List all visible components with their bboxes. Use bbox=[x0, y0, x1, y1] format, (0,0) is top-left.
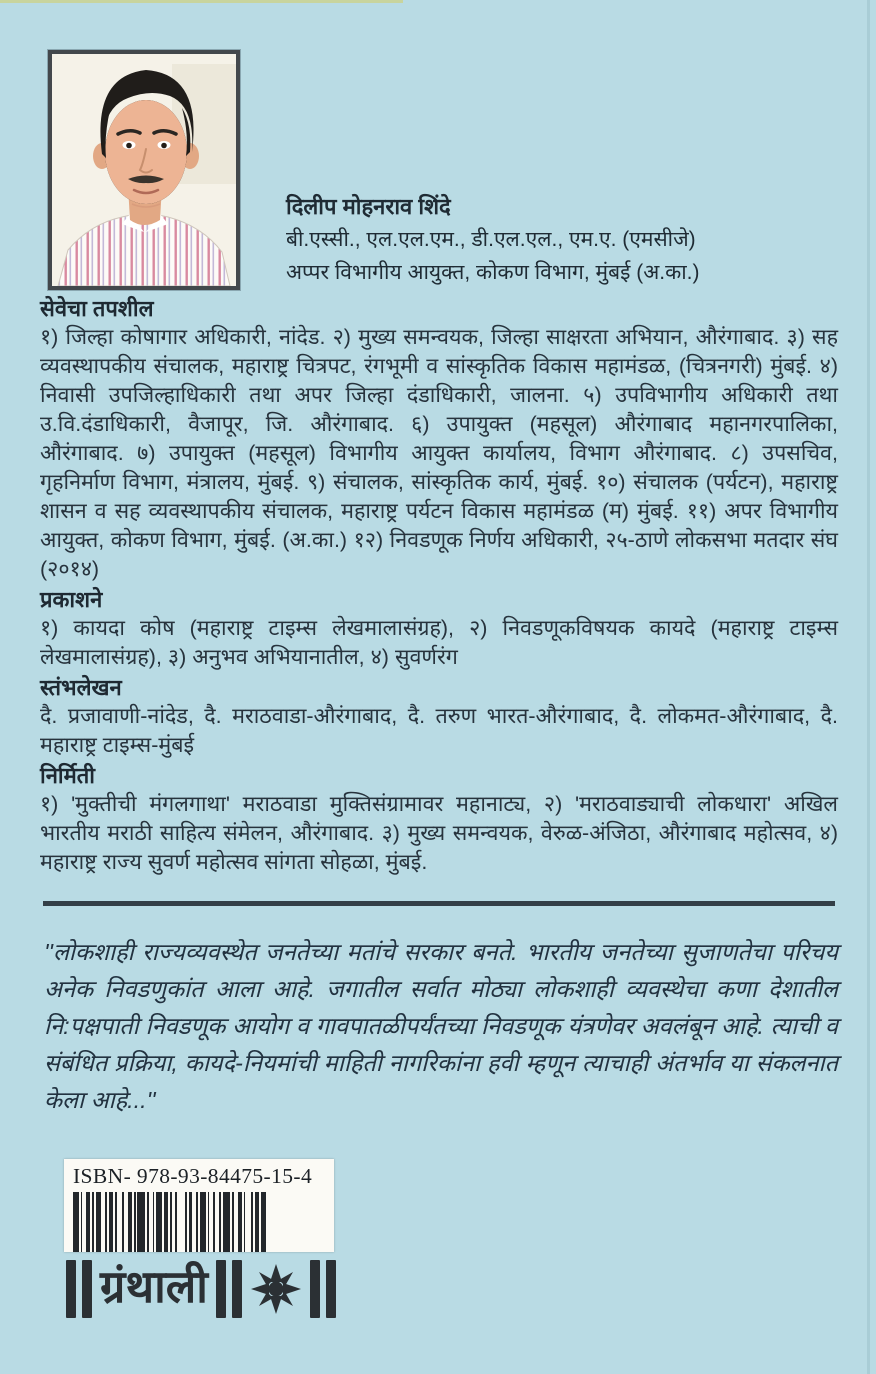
section-heading: स्तंभलेखन bbox=[40, 675, 122, 700]
author-name: दिलीप मोहनराव शिंदे bbox=[286, 194, 451, 219]
author-portrait-illustration bbox=[52, 54, 236, 286]
section-body: दै. प्रजावाणी-नांदेड, दै. मराठवाडा-औरंगाबाद, दै. तरुण भारत-औरंगाबाद, दै. लोकमत-औरंगाबाद, दै. महाराष्ट्र टाइम्स-मुंबई bbox=[40, 704, 838, 757]
section-heading: प्रकाशने bbox=[40, 587, 103, 612]
author-photo bbox=[48, 50, 240, 290]
section-service-details bbox=[40, 294, 838, 584]
scan-crease-line bbox=[867, 0, 870, 1374]
section-body: १) कायदा कोष (महाराष्ट्र टाइम्स लेखमालासंग्रह), २) निवडणूकविषयक कायदे (महाराष्ट्र टाइम्स लेखमालासंग्रह), ३) अनुभव अभियानातील, ४) सुवर्णरंग bbox=[40, 616, 838, 669]
cover-body bbox=[40, 294, 838, 1318]
publisher-logo bbox=[66, 1260, 838, 1318]
publisher-name: ग्रंथाली bbox=[100, 1261, 208, 1312]
barcode bbox=[73, 1192, 325, 1252]
author-designation: अप्पर विभागीय आयुक्त, कोकण विभाग, मुंबई (अ.का.) bbox=[286, 261, 700, 284]
author-degrees: बी.एस्सी., एल.एल.एम., डी.एल.एल., एम.ए. (एमसीजे) bbox=[286, 228, 696, 251]
star-icon bbox=[250, 1263, 302, 1315]
section-publications bbox=[40, 585, 838, 672]
scan-artifact-top-line bbox=[0, 0, 403, 3]
section-body: १) जिल्हा कोषागार अधिकारी, नांदेड. २) मुख्य समन्वयक, जिल्हा साक्षरता अभियान, औरंगाबाद. ३) सह व्यवस्थापकीय संचालक, महाराष्ट्र चित्रपट, रंगभूमी व सांस्कृतिक विकास महामंडळ, (चित्रनगरी) मुंबई. ४) निवासी उपजिल्हाधिकारी तथा अपर जिल्हा दंडाधिकारी, जालना. ५) उपविभागीय अधिकारी तथा उ.वि.दंडाधिकारी, वैजापूर, जि. औरंगाबाद. ६) उपायुक्त (महसूल) औरंगाबाद महानगरपालिका, औरंगाबाद. ७) उपायुक्त (महसूल) विभागीय आयुक्त कार्यालय, विभाग औरंगाबाद. ८) उपसचिव, गृहनिर्माण विभाग, मंत्रालय, मुंबई. ९) संचालक, सांस्कृतिक कार्य, मुंबई. १०) संचालक (पर्यटन), महाराष्ट्र शासन व सह व्यवस्थापकीय संचालक, महाराष्ट्र पर्यटन विकास महामंडळ (म) मुंबई. ११) अपर विभागीय आयुक्त, कोकण विभाग, मुंबई. (अ.का.) १२) निवडणूक निर्णय अधिकारी, २५-ठाणे लोकसभा मतदार संघ (२०१४) bbox=[40, 325, 838, 581]
isbn-barcode-label bbox=[64, 1159, 334, 1252]
section-body: १) 'मुक्तीची मंगलगाथा' मराठवाडा मुक्तिसंग्रामावर महानाट्य, २) 'मराठवाड्याची लोकधारा' अखिल भारतीय मराठी साहित्य संमेलन, औरंगाबाद. ३) मुख्य समन्वयक, वेरुळ-अंजिठा, औरंगाबाद महोत्सव, ४) महाराष्ट्र राज्य सुवर्ण महोत्सव सांगता सोहळा, मुंबई. bbox=[40, 792, 838, 874]
section-column-writing bbox=[40, 673, 838, 760]
back-cover-quote: ''लोकशाही राज्यव्यवस्थेत जनतेच्या मतांचे सरकार बनते. भारतीय जनतेच्या सुजाणतेचा परिचय अनेक निवडणुकांत आला आहे. जगातील सर्वात मोठ्या लोकशाही व्यवस्थेचा कणा देशातील नि:पक्षपाती निवडणूक आयोग व गावपातळीपर्यंतच्या निवडणूक यंत्रणेवर अवलंबून आहे. त्याची व संबंधित प्रक्रिया, कायदे-नियमांची माहिती नागरिकांना हवी म्हणून त्याचाही अंतर्भाव या संकलनात केला आहे...'' bbox=[44, 939, 838, 1113]
logo-bars-left bbox=[66, 1260, 92, 1318]
author-info bbox=[286, 190, 699, 289]
logo-bars-middle bbox=[216, 1260, 242, 1318]
isbn-number: ISBN- 978-93-84475-15-4 bbox=[73, 1164, 313, 1188]
section-heading: निर्मिती bbox=[40, 763, 96, 788]
logo-bars-right bbox=[310, 1260, 336, 1318]
section-productions bbox=[40, 761, 838, 877]
section-heading: सेवेचा तपशील bbox=[40, 296, 154, 321]
divider-rule bbox=[43, 901, 835, 906]
